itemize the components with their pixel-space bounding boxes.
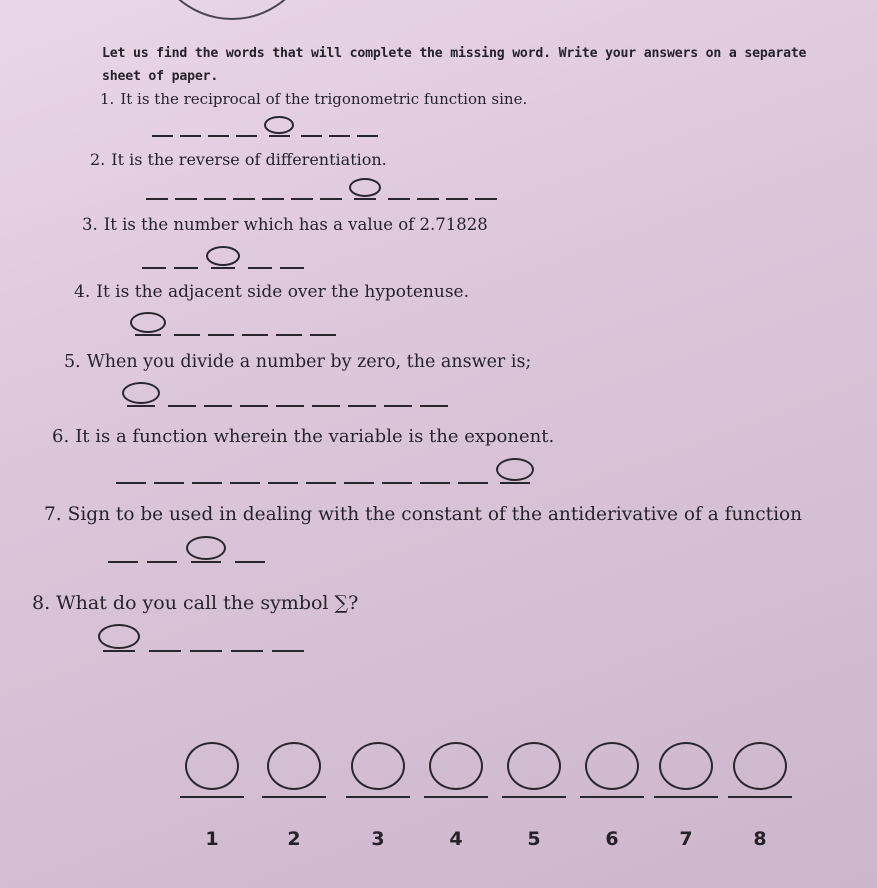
question-3: [82, 215, 488, 234]
question-number: 2.: [90, 150, 106, 169]
key-label-6: 6: [605, 828, 619, 850]
circle-marker: [130, 312, 166, 333]
question-text: It is the reverse of differentiation.: [111, 150, 387, 169]
circled-blank[interactable]: [98, 624, 140, 652]
key-label-7: 7: [679, 828, 693, 850]
key-slot-8[interactable]: [728, 742, 792, 798]
key-label-5: 5: [527, 828, 541, 850]
blank[interactable]: [233, 198, 255, 200]
key-label-2: 2: [287, 828, 301, 850]
blank[interactable]: [475, 198, 497, 200]
blank[interactable]: [344, 482, 374, 484]
answer-blanks-1: [152, 116, 378, 137]
question-text: Sign to be used in dealing with the constant of the antiderivative of a function: [67, 504, 803, 525]
answer-blanks-8: [98, 624, 304, 652]
blank[interactable]: [208, 334, 234, 336]
key-slot-4[interactable]: [424, 742, 488, 798]
blank[interactable]: [417, 198, 439, 200]
blank[interactable]: [301, 135, 322, 137]
circle-marker: [351, 742, 405, 790]
blank[interactable]: [168, 405, 196, 407]
blank[interactable]: [458, 482, 488, 484]
blank[interactable]: [446, 198, 468, 200]
blank[interactable]: [382, 482, 412, 484]
circle-marker: [122, 382, 160, 404]
blank[interactable]: [312, 405, 340, 407]
answer-blanks-6: [116, 458, 534, 484]
key-slot-6[interactable]: [580, 742, 644, 798]
blank[interactable]: [108, 561, 138, 563]
question-text: It is the adjacent side over the hypotenuse.: [96, 282, 470, 302]
blank[interactable]: [230, 482, 260, 484]
blank[interactable]: [204, 405, 232, 407]
question-8: [32, 592, 358, 614]
blank[interactable]: [310, 334, 336, 336]
blank[interactable]: [320, 198, 342, 200]
circle-marker: [429, 742, 483, 790]
blank[interactable]: [190, 650, 222, 652]
circle-marker: [507, 742, 561, 790]
circle-marker: [186, 536, 226, 560]
blank[interactable]: [204, 198, 226, 200]
blank[interactable]: [142, 267, 166, 269]
circled-blank[interactable]: [186, 536, 226, 563]
blank[interactable]: [146, 198, 168, 200]
blank[interactable]: [174, 267, 198, 269]
blank[interactable]: [420, 482, 450, 484]
blank[interactable]: [329, 135, 350, 137]
blank[interactable]: [280, 267, 304, 269]
blank[interactable]: [384, 405, 412, 407]
question-2: [90, 150, 387, 169]
blank[interactable]: [235, 561, 265, 563]
blank[interactable]: [248, 267, 272, 269]
blank[interactable]: [262, 198, 284, 200]
question-number: 7.: [44, 504, 62, 525]
blank[interactable]: [149, 650, 181, 652]
top-arc-decoration: [150, 0, 314, 20]
key-slot-7[interactable]: [654, 742, 718, 798]
blank[interactable]: [175, 198, 197, 200]
circled-blank[interactable]: [349, 178, 381, 200]
question-6: [52, 426, 554, 447]
circled-blank[interactable]: [206, 246, 240, 269]
key-slot-5[interactable]: [502, 742, 566, 798]
key-slot-3[interactable]: [346, 742, 410, 798]
question-4: [74, 282, 469, 302]
blank[interactable]: [291, 198, 313, 200]
instructions: Let us find the words that will complete the missing word. Write your answers on a separate sheet of paper.: [102, 46, 807, 84]
blank[interactable]: [276, 405, 304, 407]
blank[interactable]: [147, 561, 177, 563]
question-number: 5.: [64, 352, 81, 372]
circle-marker: [185, 742, 239, 790]
blank[interactable]: [242, 334, 268, 336]
blank[interactable]: [348, 405, 376, 407]
blank[interactable]: [180, 135, 201, 137]
blank[interactable]: [116, 482, 146, 484]
answer-blanks-2: [146, 178, 497, 200]
blank[interactable]: [240, 405, 268, 407]
circle-marker: [206, 246, 240, 266]
question-1: [100, 90, 527, 108]
question-number: 4.: [74, 282, 91, 302]
blank[interactable]: [388, 198, 410, 200]
key-slot-1[interactable]: [180, 742, 244, 798]
blank[interactable]: [276, 334, 302, 336]
blank[interactable]: [306, 482, 336, 484]
key-label-1: 1: [205, 828, 219, 850]
circle-marker: [659, 742, 713, 790]
key-slot-2[interactable]: [262, 742, 326, 798]
question-number: 8.: [32, 592, 51, 614]
blank[interactable]: [174, 334, 200, 336]
answer-blanks-3: [142, 246, 304, 269]
blank[interactable]: [231, 650, 263, 652]
key-label-8: 8: [753, 828, 767, 850]
answer-blanks-4: [130, 312, 336, 336]
blank[interactable]: [208, 135, 229, 137]
blank[interactable]: [236, 135, 257, 137]
blank[interactable]: [272, 650, 304, 652]
circle-marker: [496, 458, 534, 481]
circled-blank[interactable]: [130, 312, 166, 336]
circle-marker: [733, 742, 787, 790]
question-text: It is the number which has a value of 2.71828: [103, 215, 488, 234]
question-text: It is a function wherein the variable is the exponent.: [75, 426, 555, 447]
circled-blank[interactable]: [122, 382, 160, 407]
blank[interactable]: [357, 135, 378, 137]
question-number: 1.: [100, 90, 115, 108]
circle-marker: [264, 116, 294, 134]
blank[interactable]: [154, 482, 184, 484]
blank[interactable]: [192, 482, 222, 484]
circled-blank[interactable]: [496, 458, 534, 484]
blank[interactable]: [420, 405, 448, 407]
key-label-4: 4: [449, 828, 463, 850]
question-text: What do you call the symbol ∑?: [56, 592, 359, 614]
question-number: 6.: [52, 426, 70, 447]
question-number: 3.: [82, 215, 98, 234]
circle-marker: [98, 624, 140, 649]
circle-marker: [267, 742, 321, 790]
question-text: It is the reciprocal of the trigonometric function sine.: [120, 90, 528, 108]
circled-blank[interactable]: [264, 116, 294, 137]
question-7: [44, 504, 802, 525]
circle-marker: [585, 742, 639, 790]
question-5: [64, 352, 531, 372]
answer-blanks-7: [108, 536, 265, 563]
blank[interactable]: [152, 135, 173, 137]
answer-blanks-5: [122, 382, 448, 407]
circle-marker: [349, 178, 381, 197]
question-text: When you divide a number by zero, the answer is;: [86, 352, 532, 372]
key-label-3: 3: [371, 828, 385, 850]
blank[interactable]: [268, 482, 298, 484]
